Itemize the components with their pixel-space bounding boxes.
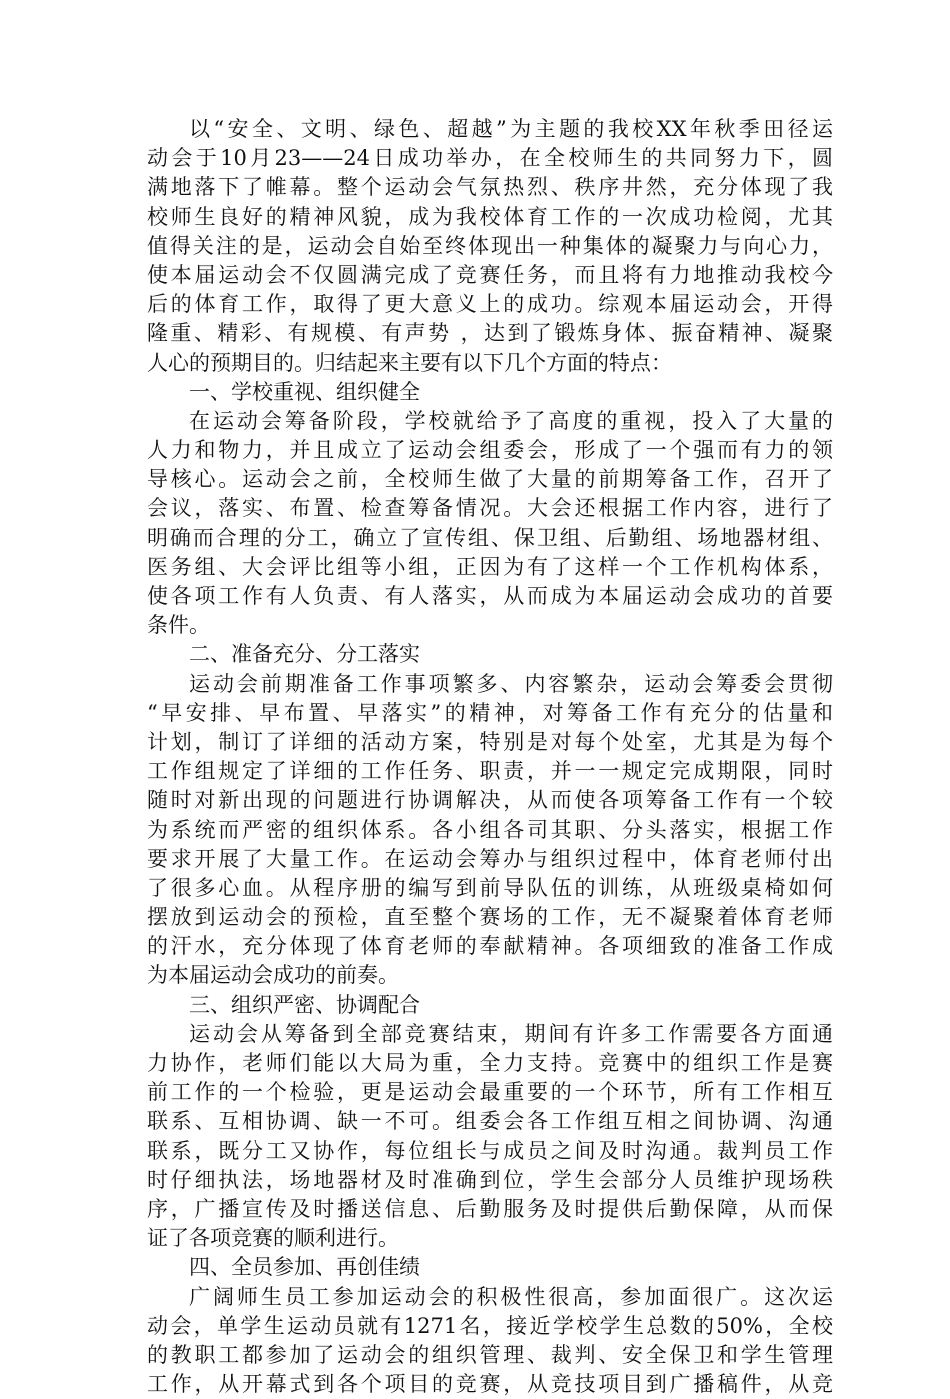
paragraph-line: 序，广播宣传及时播送信息、后勤服务及时提供后勤保障，从而保 [147, 1196, 833, 1221]
paragraph-line: 摆放到运动会的预检，直至整个赛场的工作，无不凝聚着体育老师 [147, 905, 833, 930]
paragraph-line: 证了各项竞赛的顺利进行。 [147, 1226, 399, 1251]
paragraph-line: 校师生良好的精神风貌，成为我校体育工作的一次成功检阅，尤其 [147, 204, 833, 229]
paragraph-line: 动会，单学生运动员就有1271名，接近学校学生总数的50%，全校 [147, 1313, 833, 1338]
paragraph-line: 联系、互相协调、缺一不可。组委会各工作组互相之间协调、沟通 [147, 1109, 833, 1134]
section-heading: 四、全员参加、再创佳绩 [189, 1255, 420, 1280]
paragraph-line: 在运动会筹备阶段，学校就给予了高度的重视，投入了大量的 [189, 408, 833, 433]
paragraph-line: 使各项工作有人负责、有人落实，从而成为本届运动会成功的首要 [147, 584, 833, 608]
paragraph-line: 值得关注的是，运动会自始至终体现出一种集体的凝聚力与向心力， [147, 233, 833, 258]
paragraph-line: 要求开展了大量工作。在运动会筹办与组织过程中，体育老师付出 [147, 846, 833, 871]
paragraph-line: 联系，既分工又协作，每位组长与成员之间及时沟通。裁判员工作 [147, 1138, 833, 1163]
section-heading: 二、准备充分、分工落实 [189, 642, 420, 667]
paragraph-line: 运动会从筹备到全部竞赛结束，期间有许多工作需要各方面通 [189, 1021, 833, 1046]
paragraph-line: 为本届运动会成功的前奏。 [147, 963, 399, 988]
paragraph-line: 明确而合理的分工，确立了宣传组、保卫组、后勤组、场地器材组、 [147, 525, 833, 550]
paragraph-line: 人心的预期目的。归结起来主要有以下几个方面的特点： [147, 350, 672, 375]
paragraph-line: 前工作的一个检验，更是运动会最重要的一个环节，所有工作相互 [147, 1080, 833, 1105]
paragraph-line: 时仔细执法，场地器材及时准确到位，学生会部分人员维护现场秩 [147, 1167, 833, 1192]
paragraph-line: 工作组规定了详细的工作任务、职责，并一一规定完成期限，同时 [147, 759, 833, 784]
section-heading: 一、学校重视、组织健全 [189, 379, 420, 404]
paragraph-line: “早安排、早布置、早落实”的精神，对筹备工作有充分的估量和 [147, 700, 833, 725]
paragraph-line: 后的体育工作，取得了更大意义上的成功。综观本届运动会，开得 [147, 292, 833, 317]
paragraph-line: 的汗水，充分体现了体育老师的奉献精神。各项细致的准备工作成 [147, 934, 833, 959]
paragraph-line: 会议，落实、布置、检查筹备情况。大会还根据工作内容，进行了 [147, 496, 833, 521]
paragraph-line: 运动会前期准备工作事项繁多、内容繁杂，运动会筹委会贯彻 [189, 671, 833, 696]
paragraph-line: 隆重、精彩、有规模、有声势 ，达到了锻炼身体、振奋精神、凝聚 [147, 321, 833, 346]
paragraph-line: 的教职工都参加了运动会的组织管理、裁判、安全保卫和学生管理 [147, 1342, 833, 1367]
paragraph-line: 导核心。运动会之前，全校师生做了大量的前期筹备工作，召开了 [147, 467, 833, 492]
paragraph-line: 条件。 [147, 613, 210, 638]
paragraph-line: 了很多心血。从程序册的编写到前导队伍的训练，从班级桌椅如何 [147, 875, 833, 900]
paragraph-line: 使本届运动会不仅圆满完成了竞赛任务，而且将有力地推动我校今 [147, 262, 833, 287]
section-heading: 三、组织严密、协调配合 [189, 992, 420, 1017]
paragraph-line: 人力和物力，并且成立了运动会组委会，形成了一个强而有力的领 [147, 438, 833, 463]
paragraph-line: 为系统而严密的组织体系。各小组各司其职、分头落实，根据工作 [147, 817, 833, 842]
document-body [147, 115, 833, 1399]
paragraph-line: 以“安全、文明、绿色、超越”为主题的我校XX年秋季田径运 [189, 117, 833, 141]
paragraph-line: 医务组、大会评比组等小组，正因为有了这样一个工作机构体系， [147, 554, 833, 579]
paragraph-line: 广阔师生员工参加运动会的积极性很高，参加面很广。这次运 [189, 1284, 833, 1309]
paragraph-line: 工作，从开幕式到各个项目的竞赛，从竞技项目到广播稿件，从竞 [147, 1372, 833, 1397]
paragraph-line: 计划，制订了详细的活动方案，特别是对每个处室，尤其是为每个 [147, 729, 833, 754]
paragraph-line: 随时对新出现的问题进行协调解决，从而使各项筹备工作有一个较 [147, 788, 833, 813]
paragraph-line: 动会于10月23——24日成功举办，在全校师生的共同努力下，圆 [147, 146, 833, 171]
paragraph-line: 满地落下了帷幕。整个运动会气氛热烈、秩序井然，充分体现了我 [147, 175, 833, 200]
paragraph-line: 力协作，老师们能以大局为重，全力支持。竞赛中的组织工作是赛 [147, 1051, 833, 1075]
